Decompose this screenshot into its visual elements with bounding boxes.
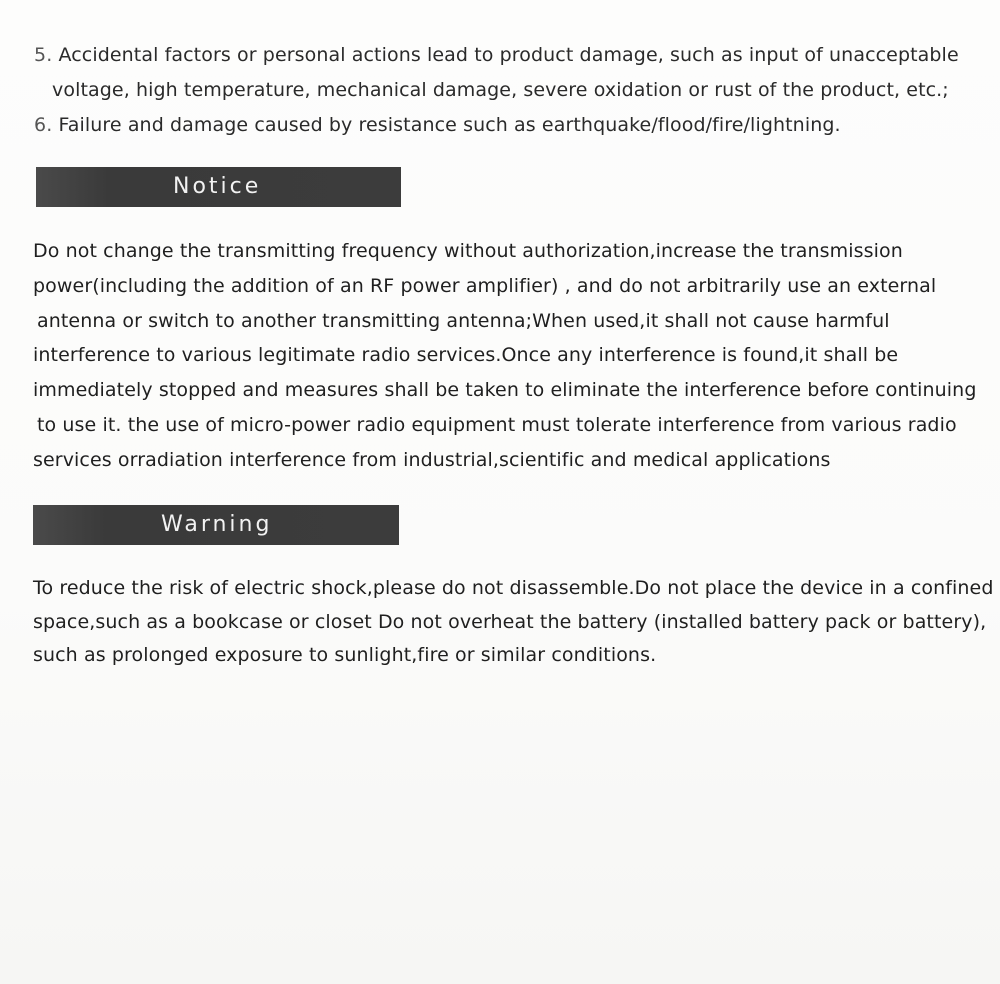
warning-line: space,such as a bookcase or closet Do not overheat the battery (installed battery pack or battery), [33, 610, 987, 633]
list-item-text-continued: voltage, high temperature, mechanical damage, severe oxidation or rust of the product, etc.; [52, 79, 949, 101]
list-item-6 [34, 108, 964, 143]
notice-heading-bar [36, 167, 401, 207]
conditions-list [34, 38, 964, 143]
list-item-number: 6. [34, 114, 53, 136]
warning-line: To reduce the risk of electric shock,please do not disassemble.Do not place the device in a confined [33, 577, 994, 599]
notice-line: immediately stopped and measures shall be taken to eliminate the interference before continuing [33, 379, 977, 402]
notice-line: services orradiation interference from industrial,scientific and medical applications [33, 448, 831, 471]
warning-paragraph [33, 572, 994, 673]
list-item-number: 5. [34, 44, 53, 66]
notice-line: to use it. the use of micro-power radio equipment must tolerate interference from various radio [37, 413, 957, 436]
list-item-text: Failure and damage caused by resistance such as earthquake/flood/fire/lightning. [58, 114, 841, 136]
warning-heading-bar [33, 505, 399, 545]
notice-line: interference to various legitimate radio services.Once any interference is found,it shall be [33, 344, 899, 367]
notice-heading: Notice [173, 174, 262, 199]
notice-line: power(including the addition of an RF power amplifier) , and do not arbitrarily use an external [33, 274, 937, 297]
warning-line: such as prolonged exposure to sunlight,fire or similar conditions. [33, 644, 657, 666]
list-item-text: Accidental factors or personal actions lead to product damage, such as input of unacceptable [58, 44, 959, 66]
warning-heading: Warning [161, 512, 273, 537]
list-item-5 [34, 38, 964, 108]
notice-line: antenna or switch to another transmitting antenna;When used,it shall not cause harmful [37, 309, 890, 332]
notice-line: Do not change the transmitting frequency without authorization,increase the transmission [33, 240, 903, 262]
notice-paragraph [33, 234, 977, 478]
